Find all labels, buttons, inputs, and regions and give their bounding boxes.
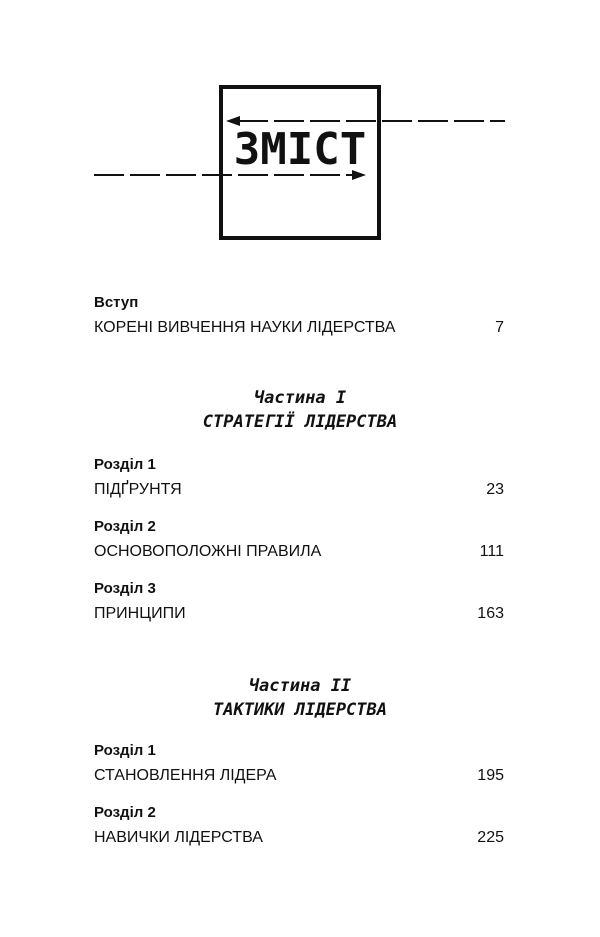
part-title: ТАКТИКИ ЛІДЕРСТВА <box>213 700 387 720</box>
entry-title: КОРЕНІ ВИВЧЕННЯ НАУКИ ЛІДЕРСТВА <box>94 319 396 336</box>
part-number: Частина II <box>248 676 352 696</box>
entry-page-number: 163 <box>477 605 504 622</box>
entry-label: Розділ 2 <box>94 804 156 821</box>
entry-title: НАВИЧКИ ЛІДЕРСТВА <box>94 829 263 846</box>
part-heading-2 <box>0 674 600 722</box>
entry-page-number: 111 <box>479 543 504 560</box>
entry-label: Розділ 1 <box>94 456 156 473</box>
entry-page-number: 225 <box>477 829 504 846</box>
toc-entry-part1-chapter3[interactable] <box>94 579 504 625</box>
entry-label: Вступ <box>94 294 139 311</box>
entry-title: ОСНОВОПОЛОЖНІ ПРАВИЛА <box>94 543 322 560</box>
toc-entry-part2-chapter1[interactable] <box>94 741 504 787</box>
entry-page-number: 7 <box>495 319 504 336</box>
contents-title-graphic <box>0 0 600 260</box>
entry-page-number: 195 <box>477 767 504 784</box>
entry-label: Розділ 1 <box>94 742 156 759</box>
part-title: СТРАТЕГІЇ ЛІДЕРСТВА <box>202 412 398 432</box>
part-number: Частина I <box>253 388 347 408</box>
entry-title: ПРИНЦИПИ <box>94 605 186 622</box>
toc-entry-part1-chapter1[interactable] <box>94 455 504 501</box>
toc-entry-part2-chapter2[interactable] <box>94 803 504 849</box>
part-heading-1 <box>0 386 600 434</box>
entry-title: СТАНОВЛЕННЯ ЛІДЕРА <box>94 767 277 784</box>
entry-label: Розділ 2 <box>94 518 156 535</box>
page-title: ЗМІСТ <box>233 124 367 175</box>
toc-entry-intro[interactable] <box>94 293 504 339</box>
toc-entry-part1-chapter2[interactable] <box>94 517 504 563</box>
entry-page-number: 23 <box>486 481 504 498</box>
entry-label: Розділ 3 <box>94 580 156 597</box>
entry-title: ПІДҐРУНТЯ <box>94 481 182 498</box>
